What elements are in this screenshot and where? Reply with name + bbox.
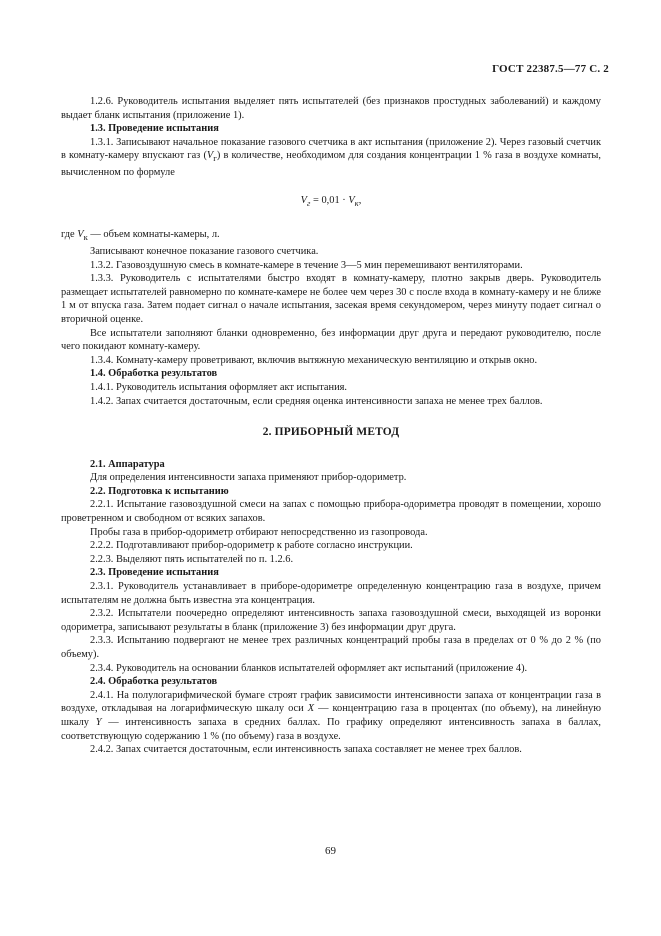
paragraph-1-2-6: 1.2.6. Руководитель испытания выделяет пять испытателей (без признаков простудных заболеваний) и каждому выдает бланк испытания (приложение 1).	[61, 96, 601, 121]
paragraph-1-3-1: 1.3.1. Записывают начальное показание газового счетчика в акт испытания (приложение 2). Через газовый счетчик в комнату-камеру впускают газ $(V_г)$ в количестве, необходимом для создания концентрации 1 % газа в воздухе комнаты, вычисленном по формуле	[61, 136, 601, 179]
paragraph-all-testers: Все испытатели заполняют бланки одновременно, без информации друг друга и передают руководителю, после чего покидают комнату-камеру.	[61, 327, 601, 353]
heading-2-4: 2.4. Обработка результатов	[90, 676, 218, 688]
page-body	[61, 95, 601, 757]
paragraph-2-3-1: 2.3.1. Руководитель устанавливает в приборе-одориметре определенную концентрацию газа в воздухе, причем испытателям не должна быть известна эта концентрация.	[61, 581, 601, 606]
paragraph-2-2-3: 2.2.3. Выделяют пять испытателей по п. 1.2.6.	[90, 553, 294, 565]
document-header: ГОСТ 22387.5—77 С. 2	[492, 63, 609, 75]
heading-2-2: 2.2. Подготовка к испытанию	[90, 485, 229, 497]
paragraph-1-3-4: 1.3.4. Комнату-камеру проветривают, включив вытяжную механическую вентиляцию и открыв окно.	[90, 354, 538, 366]
heading-1-3: 1.3. Проведение испытания	[90, 123, 219, 135]
heading-1-4: 1.4. Обработка результатов	[90, 368, 218, 380]
heading-2-3: 2.3. Проведение испытания	[90, 567, 219, 579]
paragraph-1-4-2: 1.4.2. Запах считается достаточным, если средняя оценка интенсивности запаха не менее трех баллов.	[90, 395, 543, 407]
paragraph-1-4-1: 1.4.1. Руководитель испытания оформляет акт испытания.	[90, 381, 348, 393]
page-number: 69	[325, 845, 336, 857]
paragraph-2-2-2: 2.2.2. Подготавливают прибор-одориметр к работе согласно инструкции.	[90, 540, 413, 552]
paragraph-2-2-1: 2.2.1. Испытание газовоздушной смеси на запах с помощью прибора-одориметра проводят в помещении, хорошо проветренном и свободном от всяких запахов.	[61, 499, 601, 525]
paragraph-record: Записывают конечное показание газового счетчика.	[90, 245, 319, 257]
paragraph-2-3-2: 2.3.2. Испытатели поочередно определяют интенсивность запаха газовоздушной смеси, выходящей из воронки одориметра, записывают результаты в бланк (приложение 3) без информации друг друга.	[61, 608, 601, 633]
formula: $V_г = 0,01 \cdot V_к$,	[300, 194, 362, 208]
paragraph-probe: Пробы газа в прибор-одориметр отбирают непосредственно из газопровода.	[90, 526, 428, 538]
paragraph-2-3-4: 2.3.4. Руководитель на основании бланков испытателей оформляет акт испытаний (приложение 4).	[90, 662, 528, 674]
heading-2-1: 2.1. Аппаратура	[90, 458, 165, 470]
paragraph-2-3-3: 2.3.3. Испытанию подвергают не менее трех различных концентраций пробы газа в пределах от 0 % до 2 % (по объему).	[61, 635, 601, 661]
section-title-2: 2. ПРИБОРНЫЙ МЕТОД	[262, 426, 400, 439]
paragraph-2-4-1: 2.4.1. На полулогарифмической бумаге строят график зависимости интенсивности запаха от концентрации газа в воздухе, откладывая на логарифмическую шкалу оси X — концентрацию газа в процентах (по объему), на линейную шкалу Y — интенсивность запаха в средних баллах. По графику определяют интенсивность запаха в баллах, соответствующую содержанию 1 % (по объему) газа в воздухе.	[61, 689, 602, 742]
paragraph-1-3-3: 1.3.3. Руководитель с испытателями быстро входят в комнату-камеру, плотно закрыв дверь. Руководитель размещает испытателей равномерно по комнате-камере не более чем через 30 с после входа в комнату-камеру и не ближе 1 м от впуска газа. Затем подает сигнал о начале испытания, засекая время секундомером, через минуту подает сигнал о вторичной оценке.	[61, 273, 601, 325]
formula-explanation: где $V_к$ — объем комнаты-камеры, л.	[61, 229, 220, 243]
paragraph-2-4-2: 2.4.2. Запах считается достаточным, если интенсивность запаха составляет не менее трех баллов.	[90, 744, 522, 756]
paragraph-1-3-2: 1.3.2. Газовоздушную смесь в комнате-камере в течение 3—5 мин перемешивают вентиляторами.	[90, 259, 523, 271]
paragraph-2-1: Для определения интенсивности запаха применяют прибор-одориметр.	[90, 472, 407, 484]
